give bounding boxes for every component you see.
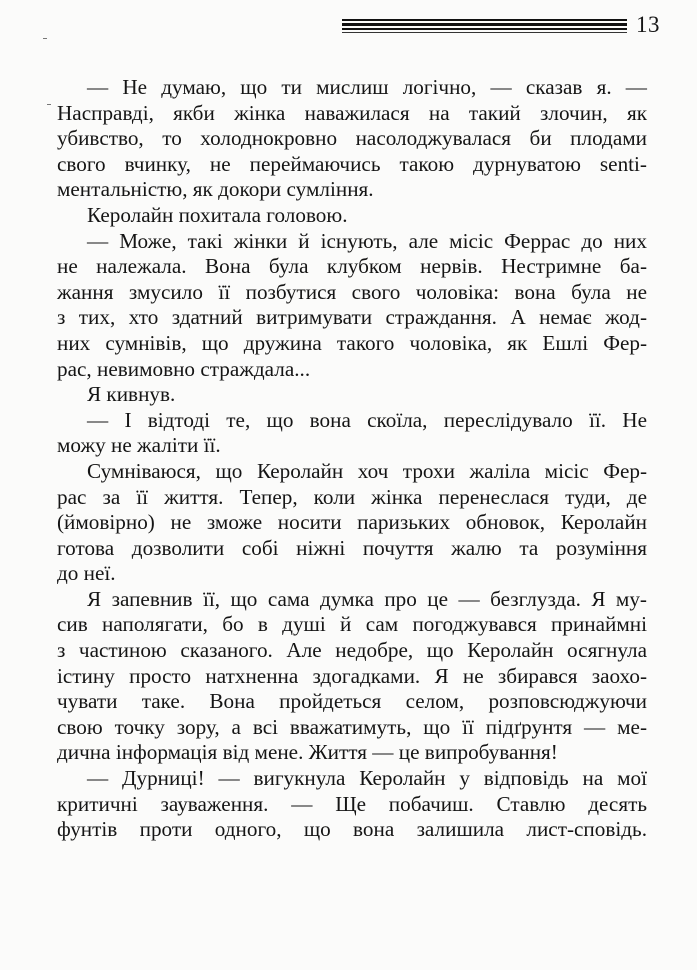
- text-line: рас, невимовно страждала...: [57, 356, 311, 381]
- text-line: готова дозволити собі ніжні почуття жалю та розуміння: [57, 535, 647, 560]
- text-line: Сумніваюся, що Керолайн хоч трохи жаліла місіс Фер-: [87, 458, 647, 483]
- text-line: фунтів проти одного, що вона залишила лист-сповідь.: [57, 817, 647, 842]
- text-line: Я кивнув.: [87, 382, 176, 407]
- text-line: свого вчинку, не переймаючись такою дурнуватою senti-: [57, 151, 647, 176]
- text-line: (ймовірно) не зможе носити паризьких обновок, Керолайн: [57, 510, 647, 535]
- text-line: — Не думаю, що ти мислиш логічно, — сказав я. —: [87, 75, 647, 99]
- text-line: ментальністю, як докори сумління.: [57, 177, 374, 202]
- text-line: них сумнівів, що дружина такого чоловіка, як Ешлі Фер-: [57, 330, 647, 355]
- text-line: Я запевнив її, що сама думка про це — безглузда. Я му-: [87, 586, 647, 611]
- text-line: істину просто натхненна здогадками. Я не збирався заохо-: [57, 663, 647, 688]
- text-line: — Може, такі жінки й існують, але місіс Феррас до них: [87, 228, 647, 253]
- text-line: до неї.: [57, 561, 116, 586]
- text-line: — І відтоді те, що вона скоїла, переслідувало її. Не: [87, 407, 647, 432]
- text-line: рас за її життя. Тепер, коли жінка перенеслася туди, де: [57, 484, 647, 509]
- header-rule: [342, 23, 627, 26]
- text-line: дична інформація від мене. Життя — це випробування!: [57, 740, 558, 765]
- text-line: — Дурниці! — вигукнула Керолайн у відповідь на мої: [87, 766, 647, 791]
- header-rule: [342, 19, 627, 21]
- text-line: з частиною сказаного. Але недобре, що Керолайн осягнула: [57, 638, 647, 663]
- body-text: [57, 75, 647, 843]
- header-rule: [342, 32, 627, 33]
- text-line: з тих, хто здатний витримувати страждання. А немає жод-: [57, 305, 647, 330]
- text-line: свою точку зору, а всі вважатимуть, що її підґрунтя — ме-: [57, 714, 647, 739]
- page-speck: [43, 38, 47, 39]
- page-speck: [47, 104, 51, 105]
- header-rule: [342, 28, 627, 30]
- page-number: 13: [636, 12, 660, 37]
- text-line: Насправді, якби жінка наважилася на такий злочин, як: [57, 100, 647, 125]
- text-line: убивство, то холоднокровно насолоджувалася би плодами: [57, 126, 647, 151]
- text-line: жання змусило її позбутися свого чоловіка: вона була не: [57, 279, 647, 304]
- text-line: критичні зауваження. — Ще побачиш. Ставлю десять: [57, 791, 647, 816]
- text-line: Керолайн похитала головою.: [87, 202, 348, 227]
- text-line: сив наполягати, бо в душі й сам погоджувався принаймні: [57, 612, 647, 637]
- text-line: чувати таке. Вона пройдеться селом, розповсюджуючи: [57, 689, 647, 714]
- header-rules: [342, 18, 627, 34]
- text-line: можу не жаліти її.: [57, 433, 221, 458]
- running-header: [330, 10, 660, 40]
- text-line: не належала. Вона була клубком нервів. Нестримне ба-: [57, 254, 647, 279]
